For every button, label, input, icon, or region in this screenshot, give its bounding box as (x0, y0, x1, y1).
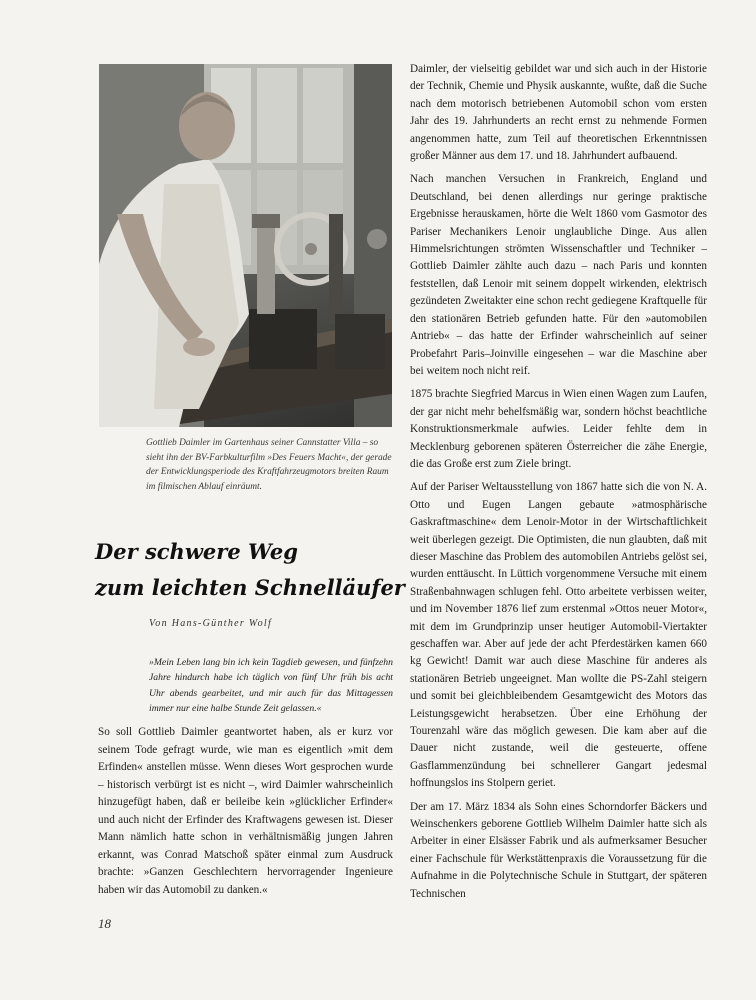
headline-line-2: zum leichten Schnelläufer (95, 575, 405, 600)
article-headline (95, 534, 405, 606)
opening-quote (149, 655, 393, 716)
intro-paragraph (98, 724, 393, 899)
body-paragraph: Daimler, der vielseitig gebildet war und sich auch in der Historie der Technik, Chemie und Physik auskannte, wußte, daß die Suche nach dem motorisch betriebenen Automobil schon vom ersten Jahr des 19. Jahrhunderts an recht ernst zu nehmende Formen angenommen hatte, zum Teil auf theoretischen Erkenntnissen großer Männer aus dem 17. und 18. Jahrhundert aufbauend. (410, 63, 707, 163)
body-paragraph: Nach manchen Versuchen in Frankreich, England und Deutschland, bei denen allerdings nur geringe praktische Ergebnisse herauskamen, hörte die Welt 1860 vom Gasmotor des Pariser Mechanikers Lenoir unglaubliche Dinge. Aus allen Himmelsrichtungen strömten Wissenschaftler und Techniker – Gottlieb Daimler zählte auch dazu – nach Paris und konnten feststellen, daß Lenoir mit seinem doppelt wirkenden, elektrisch gezündeten Zweitakter eine schon recht gediegene Kraftquelle für den stationären Betrieb gefunden hatte. Für den »automobilen Antrieb« – das hatte der Erfinder wahrscheinlich auf seiner Probefahrt Paris–Joinville eingesehen – war die Maschine aber bei weitem noch nicht reif. (410, 173, 707, 377)
photo-illustration (99, 64, 392, 427)
opening-quote-text: »Mein Leben lang bin ich kein Tagdieb gewesen, und fünfzehn Jahre hindurch habe ich täglich von fünf Uhr früh bis acht Uhr abends gearbeitet, und mir auch für das Mittagessen immer nur eine halbe Stunde Zeit gelassen.« (149, 657, 393, 714)
headline-line-1: Der schwere Weg (95, 539, 298, 564)
page-number: 18 (98, 916, 111, 931)
photo-caption-text: Gottlieb Daimler im Gartenhaus seiner Cannstatter Villa – so sieht ihn der BV-Farbkulturfilm »Des Feuers Macht«, der gerade der Entwicklungsperiode des Kraftfahrzeugmotors breiten Raum im filmischen Ablauf einräumt. (146, 438, 392, 492)
body-paragraph: 1875 brachte Siegfried Marcus in Wien einen Wagen zum Laufen, der gar nicht mehr behelfsmäßig war, sondern höchst beachtliche Konstruktionsmerkmale aufwies. Leider fehlte dem in Mecklenburg geborenen späteren Österreicher die zähe Energie, die das Große erst zum Ziele bringt. (410, 388, 707, 470)
photo-caption (146, 436, 392, 494)
photo-daimler-workshop (99, 64, 392, 427)
author-byline: Von Hans-Günther Wolf (149, 618, 273, 629)
intro-paragraph-text: So soll Gottlieb Daimler geantwortet haben, als er kurz vor seinem Tode gefragt wurde, wie man es eigentlich »mit dem Erfinden« anstellen müsse. Wenn dieses Wort gesprochen wurde – historisch verbürgt ist es nicht –, wird Daimler wahrscheinlich hinzugefügt haben, daß er beileibe kein »glücklicher Erfinder« und auch nicht der Erfinder des Kraftwagens gewesen ist. Dieser Mann nämlich hatte schon in verhältnismäßig jungen Jahren erkannt, was Conrad Matschoß später einmal zum Ausdruck brachte: »Ganzen Geschlechtern hervorragender Ingenieure haben wir das Automobil zu danken.« (98, 726, 393, 896)
body-paragraph: Der am 17. März 1834 als Sohn eines Schorndorfer Bäckers und Weinschenkers geborene Gottlieb Wilhelm Daimler hatte sich als Arbeiter in einer Elsässer Fabrik und als aufmerksamer Besucher einer Fachschule für Werkstättenpraxis die Voraussetzung für die Aufnahme in die Polytechnische Schule in Stuttgart, der späteren Technischen (410, 800, 707, 900)
body-paragraph: Auf der Pariser Weltausstellung von 1867 hatte sich die von N. A. Otto und Eugen Langen gebaute »atmosphärische Gaskraftmaschine« dem Lenoir-Motor in der Wirtschaftlichkeit weit überlegen gezeigt. Die Optimisten, die nun glaubten, daß mit dieser Maschine das Problem des automobilen Antriebs gelöst sei, wurden enttäuscht. In Lüttich vorgenommene Versuche mit einem Straßenbahnwagen schlugen fehl. Otto arbeitete verbissen weiter, und im November 1876 lief zum erstenmal »Ottos neuer Motor«, mit dem im Grundprinzip unser heutiger Automobil-Viertakter geschaffen war. Aber auf jede der acht Pferdestärken kamen 660 kg Gewicht! Damit war auch diese Maschine für anderes als stationären Betrieb ungeeignet. Man wollte die PS-Zahl steigern und somit bei gleichbleibendem Gesamtgewicht des Motors das Leistungsgewicht herabsetzen. Über eine Erhöhung der Tourenzahl wäre das möglich gewesen. Die kam aber auf die Dauer nicht zustande, weil die gesteuerte, offene Gasflammenzündung bei schnellerer Gangart jedesmal hoffnungslos ins Stolpern geriet. (410, 481, 707, 790)
right-column (410, 61, 707, 909)
